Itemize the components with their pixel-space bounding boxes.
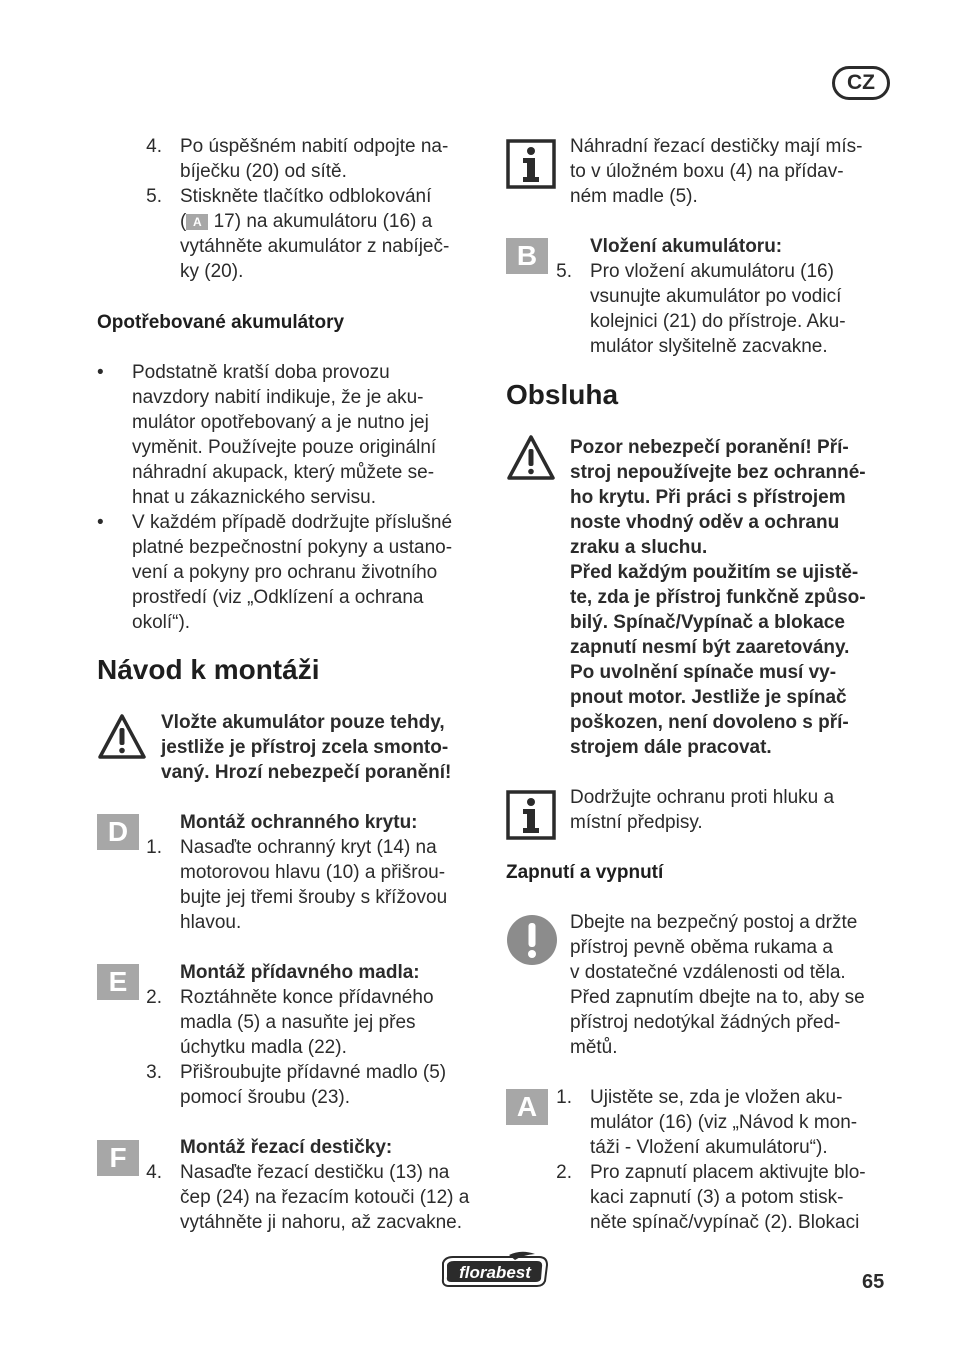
list-item-text: Nasaďte ochranný kryt (14) na motorovou hlavu (10) a přišrou- bujte jej třemi šrouby s křížovou hlavou. [180,837,448,933]
figure-e-badge: E [97,964,139,1000]
warning-text: Pozor nebezpečí poranění! Pří- stroj nepoužívejte bez ochranné- ho krytu. Při práci s přístrojem noste vhodný oděv a ochranu zraku a sluchu. Před každým použitím se ujistě- te, zda je přístroj funkčně způso- bilý. Spínač/Vypínač a blokace zapnutí nesmí být zaaretovány. Po uvolnění spínače musí vy- pnout motor. Jestliže je spínač poškozen, není dovoleno s pří- strojem dále pracovat. [570,437,866,758]
warning-text: Vložte akumulátor pouze tehdy, jestliže je přístroj zcela smonto- vaný. Hrozí nebezpečí poranění! [161,712,452,783]
warning-icon [506,434,556,482]
warning-icon [97,713,147,761]
list-number: 4. [146,136,162,157]
figure-a-badge: A [186,214,208,230]
bullet-text: Podstatně kratší doba provozu navzdory nabití indikuje, že je aku- mulátor opotřebovaný a je nutno jej vyměnit. Používejte pouze originální náhradní akupack, který můžete se- hnat u zákaznického servisu. [132,362,437,508]
language-badge: CZ [832,66,890,100]
figure-d-badge: D [97,814,139,850]
list-item-text: Přišroubujte přídavné madlo (5) pomocí šroubu (23). [180,1062,447,1108]
list-item-text: Nasaďte řezací destičku (13) na čep (24) na řezacím kotouči (12) a vytáhněte ji nahoru, až zacvakne. [180,1162,470,1233]
list-number: 1. [556,1087,572,1108]
list-number: 2. [556,1162,572,1183]
bullet-mark: • [97,512,104,533]
step-title: Montáž ochranného krytu: [180,812,418,833]
list-item-text: Po úspěšném nabití odpojte na- bíječku (20) od sítě. [180,136,449,182]
section-heading: Opotřebované akumulátory [97,312,345,333]
info-icon [506,790,556,840]
step-title: Montáž řezací destičky: [180,1137,393,1158]
list-number: 5. [146,186,162,207]
bullet-text: V každém případě dodržujte příslušné platné bezpečnostní pokyny a ustano- vení a pokyny pro ochranu životního prostředí (viz „Odklízení a ochrana okolí“). [132,512,453,633]
step-title: Montáž přídavného madla: [180,962,420,983]
info-icon [506,139,556,189]
section-heading-large: Návod k montáži [97,654,320,685]
list-item-text: Pro zapnutí placem aktivujte blo- kaci zapnutí (3) a potom stisk- něte spínač/vypínač (2). Blokaci [590,1162,866,1233]
info-text: Dodržujte ochranu proti hluku a místní předpisy. [570,787,835,833]
list-item-text: Pro vložení akumulátoru (16) vsunujte akumulátor po vodicí kolejnici (21) do přístroje. Aku- mulátor slyšitelně zacvakne. [590,261,846,357]
caution-text: Dbejte na bezpečný postoj a držte přístroj pevně oběma rukama a v dostatečné vzdálenosti od těla. Před zapnutím dbejte na to, aby se přístroj nedotýkal žádných před- mětů. [570,912,865,1058]
bullet-mark: • [97,362,104,383]
section-heading-large: Obsluha [506,379,619,410]
figure-b-badge: B [506,238,548,274]
florabest-logo [439,1251,551,1289]
list-number: 2. [146,987,162,1008]
list-number: 4. [146,1162,162,1183]
figure-f-badge: F [97,1140,139,1176]
list-number: 5. [556,261,572,282]
info-text: Náhradní řezací destičky mají mís- to v úložném boxu (4) na přídav- ném madle (5). [570,136,863,207]
figure-a-large-badge: A [506,1089,548,1125]
list-number: 1. [146,837,162,858]
page-number: 65 [862,1271,885,1293]
step-title: Vložení akumulátoru: [590,236,783,257]
logo-text: florabest [459,1263,531,1282]
list-item-text: Stiskněte tlačítko odblokování ( A 17) na akumulátoru (16) a vytáhněte akumulátor z nabíječ- ky (20). [180,186,450,282]
section-heading: Zapnutí a vypnutí [506,862,664,883]
list-number: 3. [146,1062,162,1083]
list-item-text: Roztáhněte konce přídavného madla (5) a nasuňte jej přes úchytku madla (22). [180,987,434,1058]
exclamation-caution-icon [506,914,558,966]
list-item-text: Ujistěte se, zda je vložen aku- mulátor (16) (viz „Návod k mon- táži - Vložení akumulátoru“). [590,1087,858,1158]
